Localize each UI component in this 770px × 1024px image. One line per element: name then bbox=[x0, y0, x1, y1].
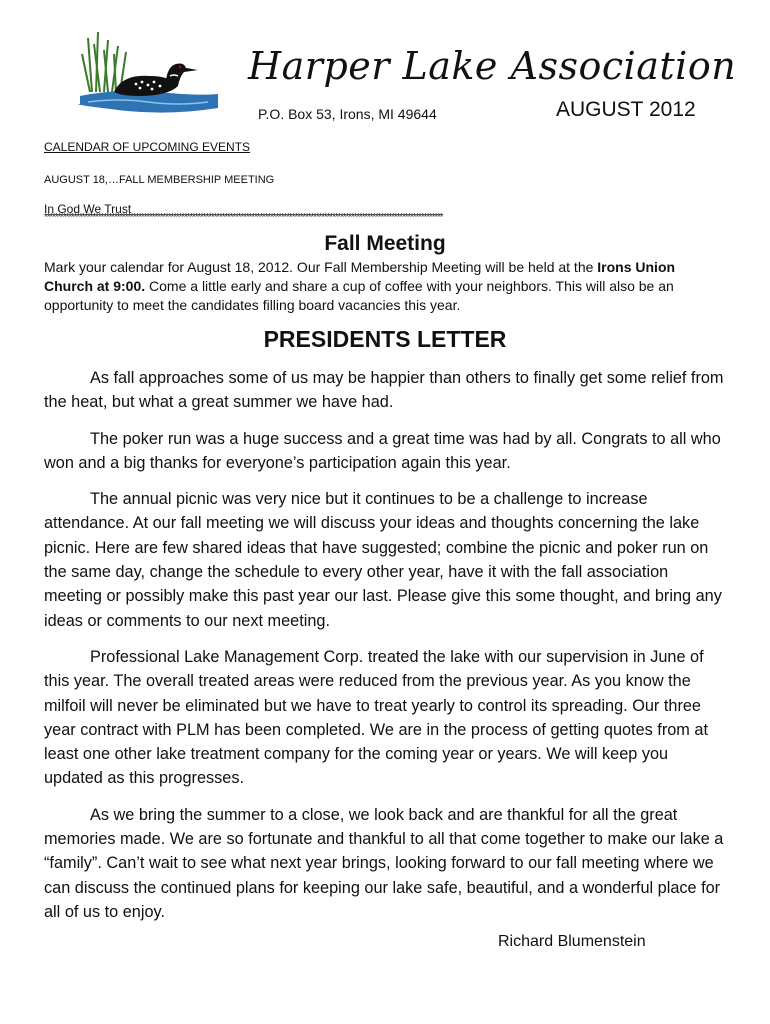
presidents-letter-body bbox=[44, 366, 728, 936]
fall-meeting-intro: Mark your calendar for August 18, 2012. Our Fall Membership Meeting will be held at the bbox=[44, 259, 598, 275]
letter-paragraph: As we bring the summer to a close, we look back and are thankful for all the great memories made. We are so fortunate and thankful to all that come together to make our lake a “family”. Can’t wait to see what next year brings, looking forward to our fall meeting where we can discuss the continued plans for keeping our lake safe, beautiful, and a wonderful place for all of us to enjoy. bbox=[44, 805, 724, 921]
fall-meeting-location: Irons Union Church at 9:00. bbox=[44, 259, 676, 294]
fall-meeting-title: Fall Meeting bbox=[324, 232, 446, 255]
separator-line: **************************************************************************************************************************************************** bbox=[44, 213, 443, 223]
signature: Richard Blumenstein bbox=[498, 933, 646, 950]
fall-meeting-rest: Come a little early and share a cup of coffee with your neighbors. This will also be an opportunity to meet the candidates filling board vacancies this year. bbox=[44, 278, 674, 313]
loon-icon bbox=[78, 30, 220, 120]
letter-paragraph: Professional Lake Management Corp. treated the lake with our supervision in June of this year. The overall treated areas were reduced from the previous year. As you know the milfoil will never be eliminated but we have to treat yearly to control its spreading. Our three year contract with PLM has been completed. We are in the process of getting quotes from at least one other lake treatment company for the coming year or years. We will keep you updated as this progresses. bbox=[44, 647, 708, 788]
calendar-event: AUGUST 18,…FALL MEMBERSHIP MEETING bbox=[44, 174, 275, 186]
motto: In God We Trust bbox=[44, 202, 132, 216]
mailing-address: P.O. Box 53, Irons, MI 49644 bbox=[258, 106, 437, 122]
issue-date: AUGUST 2012 bbox=[556, 98, 696, 121]
letter-paragraph: The poker run was a huge success and a great time was had by all. Congrats to all who won and a big thanks for everyone’s participation again this year. bbox=[44, 429, 721, 472]
fall-meeting-body bbox=[44, 258, 724, 315]
letter-paragraph: The annual picnic was very nice but it continues to be a challenge to increase attendance. At our fall meeting we will discuss your ideas and thoughts concerning the lake picnic. Here are few shared ideas that have suggested; combine the picnic and poker run on the same day, change the schedule to every other year, have it with the fall association meeting or possibly make this past year our last. Please give this some thought, and bring any ideas or comments to our next meeting. bbox=[44, 490, 722, 630]
organization-name: Harper Lake Association bbox=[248, 44, 737, 88]
calendar-heading: CALENDAR OF UPCOMING EVENTS bbox=[44, 140, 251, 154]
letter-paragraph: As fall approaches some of us may be happier than others to finally get some relief from the heat, but what a great summer we have had. bbox=[44, 369, 724, 412]
presidents-letter-title: PRESIDENTS LETTER bbox=[263, 326, 507, 352]
